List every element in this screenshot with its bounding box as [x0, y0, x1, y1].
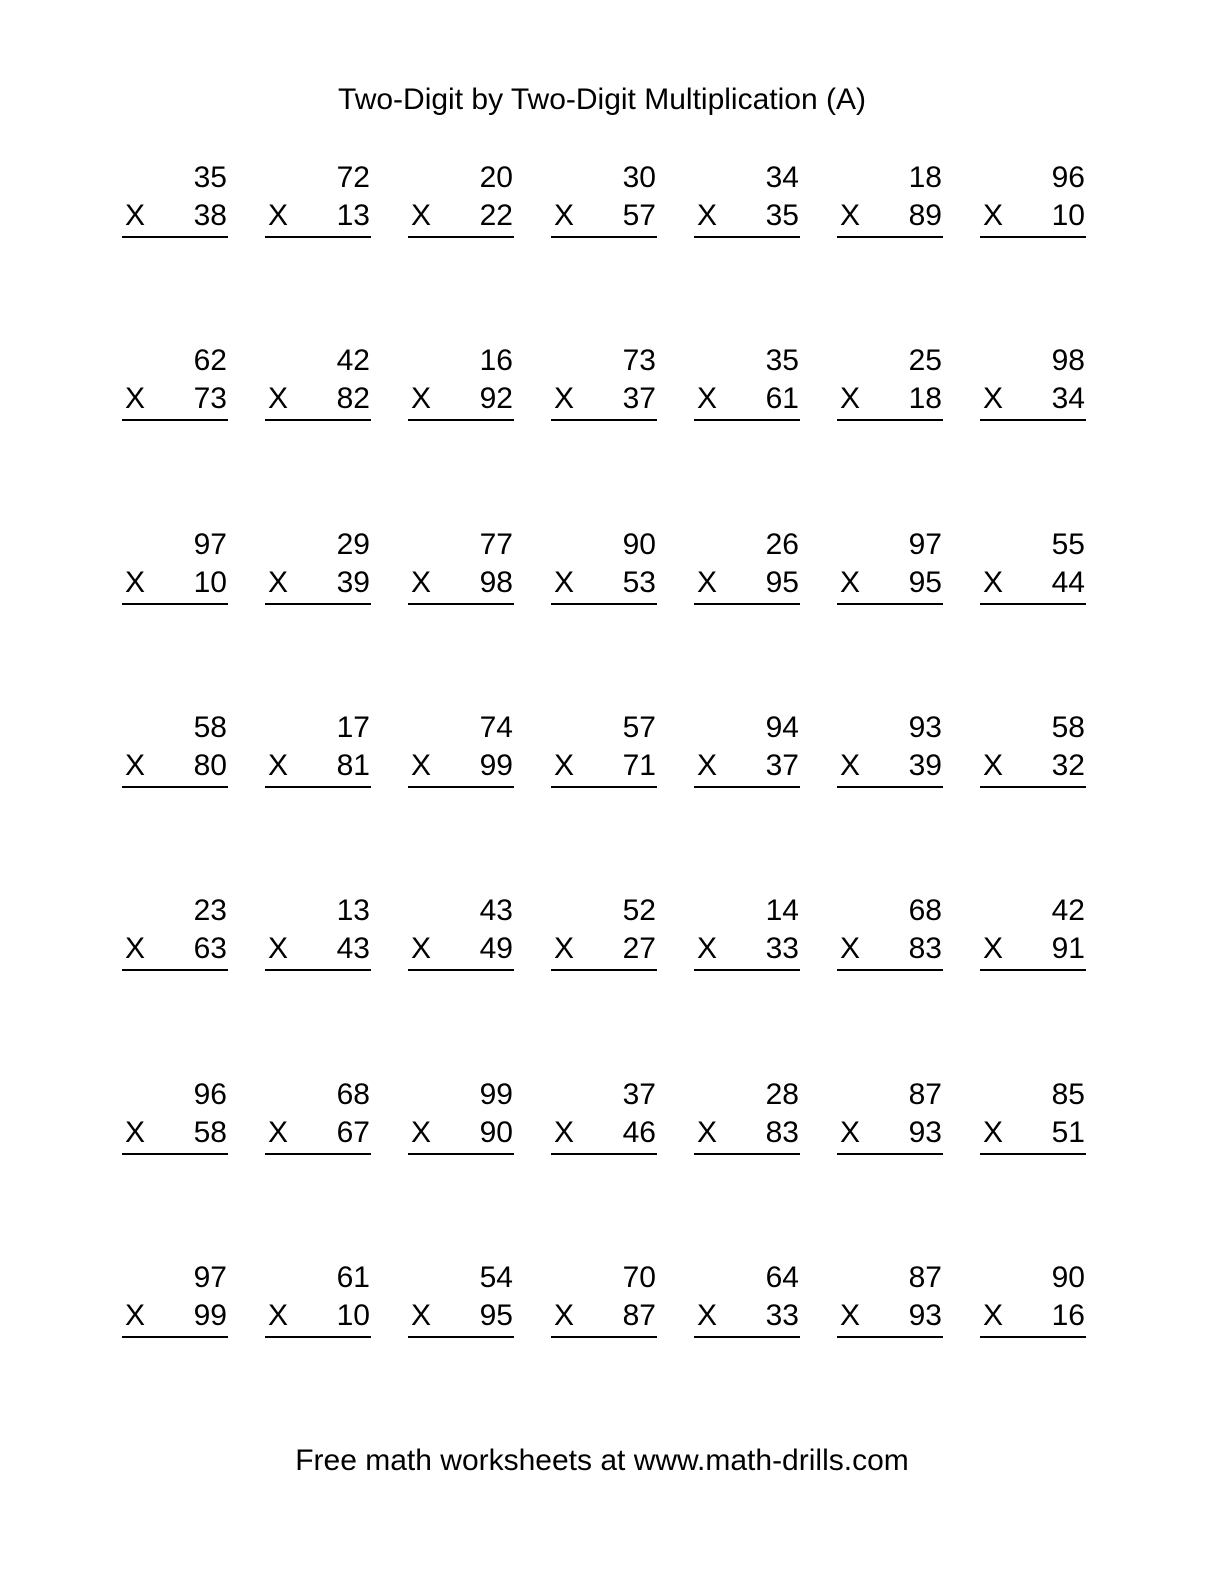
multiply-sign: X	[840, 566, 861, 599]
multiply-sign: X	[840, 749, 861, 782]
multiplier: 37	[765, 749, 799, 782]
answer-line	[551, 1153, 657, 1155]
answer-line	[122, 1336, 228, 1338]
multiply-sign: X	[983, 199, 1004, 232]
multiplication-problem	[408, 160, 514, 240]
multiplication-problem	[408, 527, 514, 607]
multiplier: 61	[765, 382, 799, 415]
multiplication-problem	[694, 893, 800, 973]
multiplicand: 93	[908, 711, 942, 744]
multiply-sign: X	[697, 566, 718, 599]
multiplication-problem	[837, 893, 943, 973]
multiplicand: 28	[765, 1078, 799, 1111]
answer-line	[408, 236, 514, 238]
multiply-sign: X	[268, 932, 289, 965]
multiplier: 87	[622, 1299, 656, 1332]
multiplication-problem	[122, 893, 228, 973]
multiplication-problem	[551, 893, 657, 973]
answer-line	[122, 969, 228, 971]
multiply-sign: X	[411, 749, 432, 782]
multiply-sign: X	[554, 1299, 575, 1332]
multiplication-problem	[122, 160, 228, 240]
multiplier: 73	[193, 382, 227, 415]
answer-line	[837, 1153, 943, 1155]
multiplication-problem	[265, 1077, 371, 1157]
multiplicand: 58	[1051, 711, 1085, 744]
multiply-sign: X	[411, 199, 432, 232]
multiplicand: 17	[336, 711, 370, 744]
answer-line	[265, 236, 371, 238]
multiplicand: 43	[479, 894, 513, 927]
multiplicand: 97	[193, 528, 227, 561]
answer-line	[408, 1153, 514, 1155]
multiplication-problem	[408, 343, 514, 423]
answer-line	[980, 419, 1086, 421]
multiplicand: 58	[193, 711, 227, 744]
multiplier: 10	[1051, 199, 1085, 232]
multiplication-problem	[694, 527, 800, 607]
multiply-sign: X	[554, 749, 575, 782]
multiplication-problem	[980, 343, 1086, 423]
multiply-sign: X	[554, 932, 575, 965]
multiplicand: 99	[479, 1078, 513, 1111]
multiplicand: 30	[622, 161, 656, 194]
answer-line	[408, 969, 514, 971]
multiply-sign: X	[983, 1299, 1004, 1332]
multiplication-problem	[551, 1260, 657, 1340]
multiplicand: 13	[336, 894, 370, 927]
multiplicand: 54	[479, 1261, 513, 1294]
multiplicand: 34	[765, 161, 799, 194]
multiplicand: 62	[193, 344, 227, 377]
multiplier: 51	[1051, 1116, 1085, 1149]
multiplicand: 52	[622, 894, 656, 927]
multiplier: 80	[193, 749, 227, 782]
answer-line	[694, 786, 800, 788]
multiply-sign: X	[268, 199, 289, 232]
answer-line	[408, 419, 514, 421]
multiplier: 82	[336, 382, 370, 415]
multiply-sign: X	[125, 1116, 146, 1149]
multiplication-problem	[408, 893, 514, 973]
multiply-sign: X	[840, 1116, 861, 1149]
multiplicand: 97	[193, 1261, 227, 1294]
multiplier: 33	[765, 1299, 799, 1332]
answer-line	[837, 603, 943, 605]
multiply-sign: X	[411, 1299, 432, 1332]
multiplier: 38	[193, 199, 227, 232]
multiply-sign: X	[983, 932, 1004, 965]
multiplication-problem	[837, 1077, 943, 1157]
multiplicand: 35	[193, 161, 227, 194]
multiplier: 92	[479, 382, 513, 415]
answer-line	[694, 1336, 800, 1338]
multiplier: 93	[908, 1299, 942, 1332]
multiply-sign: X	[554, 199, 575, 232]
multiplicand: 37	[622, 1078, 656, 1111]
multiply-sign: X	[125, 566, 146, 599]
answer-line	[980, 786, 1086, 788]
multiplication-problem	[408, 1260, 514, 1340]
multiplication-problem	[122, 527, 228, 607]
answer-line	[694, 419, 800, 421]
multiplication-problem	[837, 527, 943, 607]
multiplication-problem	[694, 710, 800, 790]
answer-line	[408, 1336, 514, 1338]
multiply-sign: X	[411, 382, 432, 415]
multiplier: 71	[622, 749, 656, 782]
answer-line	[122, 419, 228, 421]
answer-line	[122, 786, 228, 788]
multiplicand: 96	[1051, 161, 1085, 194]
answer-line	[837, 236, 943, 238]
multiplicand: 26	[765, 528, 799, 561]
multiplication-problem	[980, 893, 1086, 973]
multiplier: 27	[622, 932, 656, 965]
multiplier: 13	[336, 199, 370, 232]
multiply-sign: X	[983, 566, 1004, 599]
multiply-sign: X	[697, 1299, 718, 1332]
multiplicand: 23	[193, 894, 227, 927]
multiplicand: 85	[1051, 1078, 1085, 1111]
answer-line	[980, 603, 1086, 605]
multiply-sign: X	[983, 749, 1004, 782]
multiplicand: 87	[908, 1261, 942, 1294]
answer-line	[837, 786, 943, 788]
multiplicand: 73	[622, 344, 656, 377]
multiplication-problem	[694, 343, 800, 423]
multiplication-problem	[408, 1077, 514, 1157]
answer-line	[551, 419, 657, 421]
multiplication-problem	[551, 1077, 657, 1157]
answer-line	[265, 603, 371, 605]
multiply-sign: X	[554, 382, 575, 415]
multiplier: 93	[908, 1116, 942, 1149]
multiplicand: 98	[1051, 344, 1085, 377]
multiplication-problem	[980, 710, 1086, 790]
multiplier: 32	[1051, 749, 1085, 782]
multiplication-problem	[122, 1260, 228, 1340]
multiplier: 16	[1051, 1299, 1085, 1332]
multiplication-problem	[837, 343, 943, 423]
answer-line	[980, 1336, 1086, 1338]
multiply-sign: X	[554, 566, 575, 599]
multiplier: 90	[479, 1116, 513, 1149]
multiplier: 49	[479, 932, 513, 965]
multiplier: 95	[908, 566, 942, 599]
multiplicand: 90	[1051, 1261, 1085, 1294]
multiplicand: 20	[479, 161, 513, 194]
answer-line	[122, 236, 228, 238]
multiplication-problem	[265, 527, 371, 607]
multiplier: 95	[765, 566, 799, 599]
multiplication-problem	[980, 1260, 1086, 1340]
multiplier: 46	[622, 1116, 656, 1149]
multiplication-problem	[265, 893, 371, 973]
answer-line	[408, 603, 514, 605]
multiplicand: 72	[336, 161, 370, 194]
multiply-sign: X	[840, 382, 861, 415]
multiplication-problem	[980, 160, 1086, 240]
multiplication-problem	[265, 710, 371, 790]
multiplier: 34	[1051, 382, 1085, 415]
multiplicand: 14	[765, 894, 799, 927]
multiplication-problem	[837, 1260, 943, 1340]
multiplication-problem	[694, 1077, 800, 1157]
multiply-sign: X	[840, 932, 861, 965]
multiplicand: 68	[336, 1078, 370, 1111]
multiplier: 37	[622, 382, 656, 415]
multiplier: 98	[479, 566, 513, 599]
multiply-sign: X	[554, 1116, 575, 1149]
multiplicand: 74	[479, 711, 513, 744]
multiply-sign: X	[840, 1299, 861, 1332]
multiply-sign: X	[268, 1299, 289, 1332]
multiplication-problem	[551, 343, 657, 423]
multiplier: 39	[908, 749, 942, 782]
multiply-sign: X	[697, 199, 718, 232]
multiplicand: 25	[908, 344, 942, 377]
multiplicand: 35	[765, 344, 799, 377]
multiplication-problem	[980, 1077, 1086, 1157]
multiply-sign: X	[268, 566, 289, 599]
multiply-sign: X	[268, 1116, 289, 1149]
multiplicand: 87	[908, 1078, 942, 1111]
multiply-sign: X	[411, 932, 432, 965]
multiply-sign: X	[983, 382, 1004, 415]
answer-line	[980, 236, 1086, 238]
multiplicand: 42	[336, 344, 370, 377]
answer-line	[694, 969, 800, 971]
multiplier: 83	[765, 1116, 799, 1149]
multiplicand: 64	[765, 1261, 799, 1294]
answer-line	[980, 969, 1086, 971]
multiply-sign: X	[268, 749, 289, 782]
multiplicand: 55	[1051, 528, 1085, 561]
multiply-sign: X	[125, 932, 146, 965]
multiplication-problem	[122, 710, 228, 790]
answer-line	[837, 1336, 943, 1338]
multiplier: 83	[908, 932, 942, 965]
multiplier: 67	[336, 1116, 370, 1149]
multiplier: 53	[622, 566, 656, 599]
multiplicand: 70	[622, 1261, 656, 1294]
answer-line	[551, 236, 657, 238]
multiplicand: 90	[622, 528, 656, 561]
worksheet-title: Two-Digit by Two-Digit Multiplication (A)	[338, 83, 866, 116]
multiplier: 33	[765, 932, 799, 965]
multiplication-problem	[837, 160, 943, 240]
answer-line	[837, 969, 943, 971]
multiply-sign: X	[268, 382, 289, 415]
multiplier: 58	[193, 1116, 227, 1149]
multiplicand: 16	[479, 344, 513, 377]
multiplicand: 97	[908, 528, 942, 561]
multiplier: 99	[479, 749, 513, 782]
multiplication-problem	[837, 710, 943, 790]
multiply-sign: X	[697, 1116, 718, 1149]
multiplier: 22	[479, 199, 513, 232]
multiply-sign: X	[697, 932, 718, 965]
multiplier: 43	[336, 932, 370, 965]
answer-line	[694, 603, 800, 605]
multiply-sign: X	[411, 1116, 432, 1149]
multiplication-problem	[122, 343, 228, 423]
multiplication-problem	[980, 527, 1086, 607]
multiply-sign: X	[125, 1299, 146, 1332]
answer-line	[551, 603, 657, 605]
multiply-sign: X	[697, 382, 718, 415]
multiplier: 99	[193, 1299, 227, 1332]
multiplicand: 61	[336, 1261, 370, 1294]
multiply-sign: X	[411, 566, 432, 599]
multiplicand: 77	[479, 528, 513, 561]
multiply-sign: X	[125, 749, 146, 782]
multiplier: 39	[336, 566, 370, 599]
multiplication-problem	[694, 160, 800, 240]
multiplication-problem	[265, 1260, 371, 1340]
multiplicand: 42	[1051, 894, 1085, 927]
multiplier: 35	[765, 199, 799, 232]
answer-line	[265, 786, 371, 788]
multiplication-problem	[408, 710, 514, 790]
multiplicand: 18	[908, 161, 942, 194]
answer-line	[265, 969, 371, 971]
multiplier: 44	[1051, 566, 1085, 599]
answer-line	[694, 236, 800, 238]
multiply-sign: X	[125, 382, 146, 415]
multiplier: 10	[193, 566, 227, 599]
multiplier: 89	[908, 199, 942, 232]
answer-line	[694, 1153, 800, 1155]
multiplier: 10	[336, 1299, 370, 1332]
answer-line	[122, 603, 228, 605]
multiplication-problem	[551, 160, 657, 240]
footer-text: Free math worksheets at www.math-drills.com	[295, 1444, 909, 1477]
multiply-sign: X	[697, 749, 718, 782]
answer-line	[408, 786, 514, 788]
multiplication-problem	[694, 1260, 800, 1340]
multiplier: 95	[479, 1299, 513, 1332]
answer-line	[551, 969, 657, 971]
answer-line	[551, 1336, 657, 1338]
multiplier: 63	[193, 932, 227, 965]
multiplier: 81	[336, 749, 370, 782]
multiplication-problem	[551, 527, 657, 607]
multiply-sign: X	[840, 199, 861, 232]
answer-line	[837, 419, 943, 421]
multiplication-problem	[551, 710, 657, 790]
multiplication-problem	[122, 1077, 228, 1157]
answer-line	[122, 1153, 228, 1155]
multiplicand: 68	[908, 894, 942, 927]
multiply-sign: X	[983, 1116, 1004, 1149]
multiplicand: 94	[765, 711, 799, 744]
multiplication-problem	[265, 160, 371, 240]
multiply-sign: X	[125, 199, 146, 232]
answer-line	[265, 419, 371, 421]
multiplier: 57	[622, 199, 656, 232]
multiplication-problem	[265, 343, 371, 423]
answer-line	[551, 786, 657, 788]
multiplier: 18	[908, 382, 942, 415]
answer-line	[265, 1153, 371, 1155]
answer-line	[980, 1153, 1086, 1155]
multiplicand: 96	[193, 1078, 227, 1111]
answer-line	[265, 1336, 371, 1338]
multiplier: 91	[1051, 932, 1085, 965]
multiplicand: 29	[336, 528, 370, 561]
multiplicand: 57	[622, 711, 656, 744]
